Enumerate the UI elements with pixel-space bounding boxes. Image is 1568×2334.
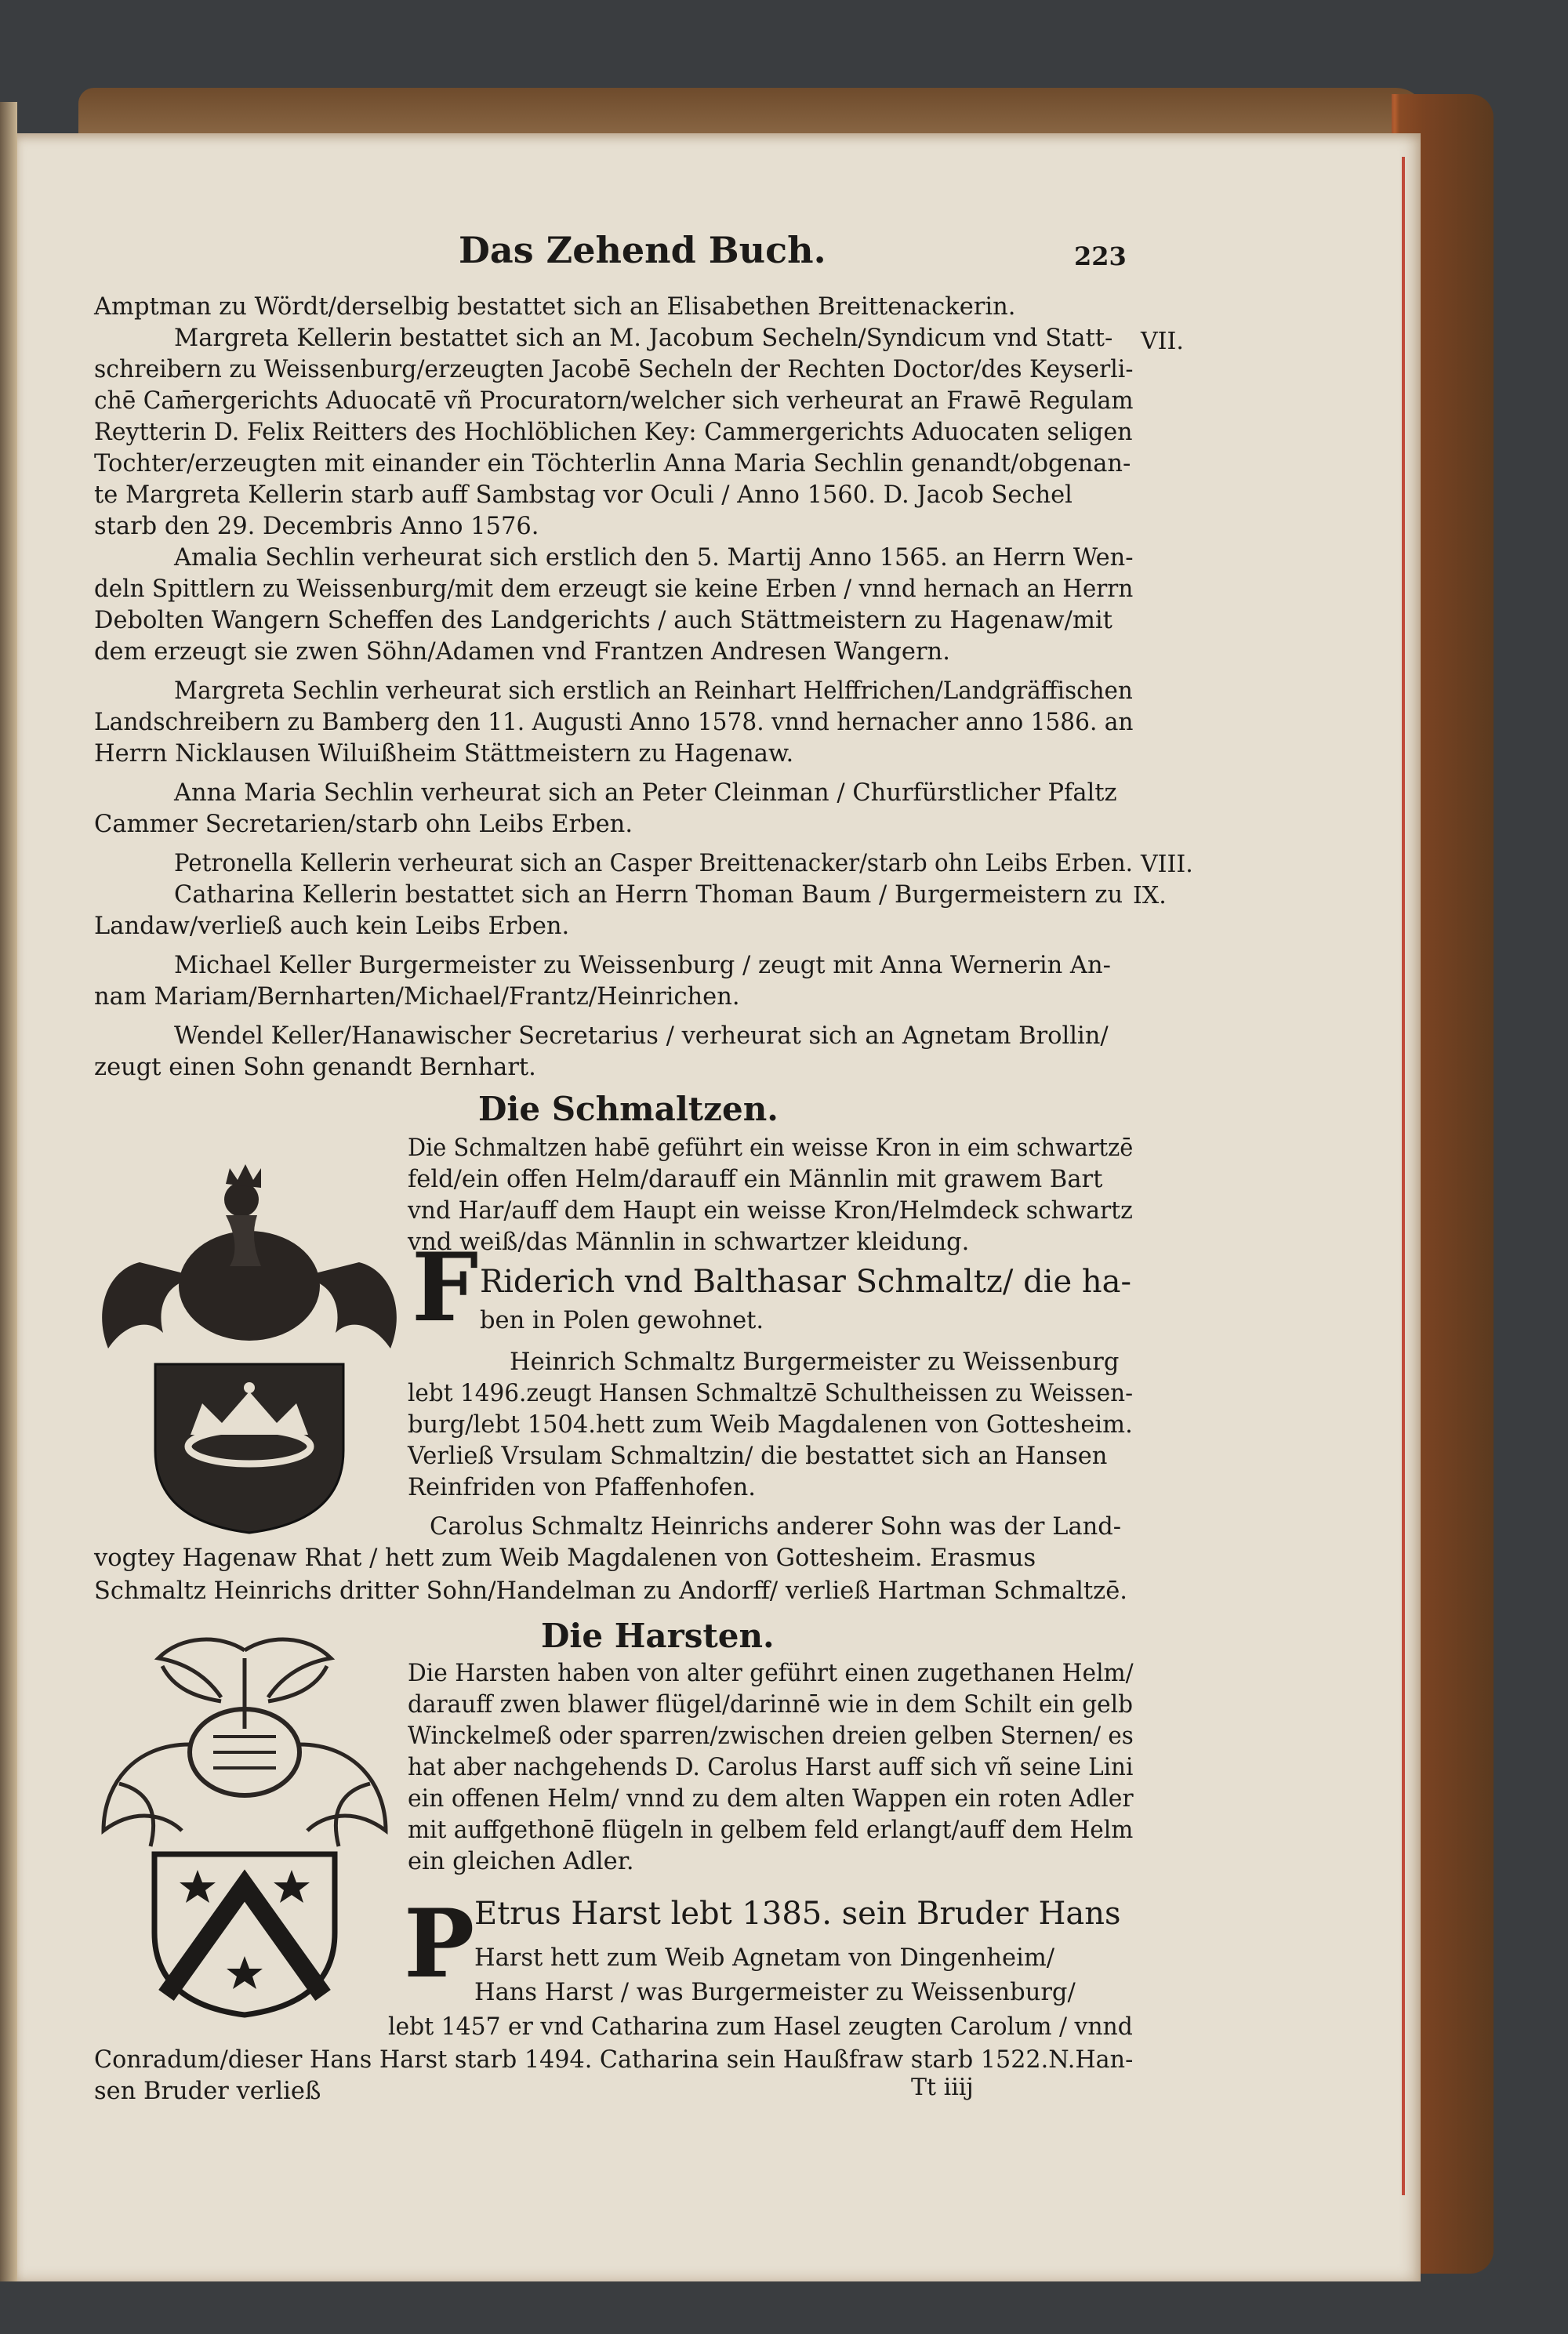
signature-mark: Tt iiij (911, 2074, 974, 2101)
book-binding (0, 102, 17, 2281)
page-number: 223 (1074, 241, 1127, 271)
blazon-line: feld/ein offen Helm/darauff ein Männlin mit grawem Bart (408, 1166, 1103, 1193)
schmaltz-line: burg/lebt 1504.hett zum Weib Magdalenen von Gottesheim. (408, 1411, 1133, 1439)
harst-line: sen Bruder verließ (94, 2078, 321, 2105)
harst-line: Hans Harst / was Burgermeister zu Weissenburg/ (474, 1979, 1076, 2006)
margin-numeral: VIII. (1141, 851, 1193, 878)
body-line: Amalia Sechlin verheurat sich erstlich den 5. Martij Anno 1565. an Herrn Wen- (174, 544, 1134, 572)
blazon-line: Die Schmaltzen habē geführt ein weisse Kron in eim schwartzē (408, 1134, 1134, 1162)
body-line: nam Mariam/Bernharten/Michael/Frantz/Heinrichen. (94, 983, 740, 1011)
blazon-line: Die Harsten haben von alter geführt einen zugethanen Helm/ (408, 1660, 1134, 1687)
body-line: Michael Keller Burgermeister zu Weissenburg / zeugt mit Anna Wernerin An- (174, 952, 1111, 979)
blazon-line: vnd Har/auff dem Haupt ein weisse Kron/Helmdeck schwartz (408, 1197, 1133, 1225)
body-line: Debolten Wangern Scheffen des Landgerichts / auch Stättmeistern zu Hagenaw/mit (94, 607, 1112, 634)
schmaltz-line: Heinrich Schmaltz Burgermeister zu Weissenburg (510, 1348, 1120, 1376)
body-line: chē Cam̄ergerichts Aduocatē vñ Procuratorn/welcher sich verheurat an Frawē Regulam (94, 387, 1134, 415)
schmaltz-line: ben in Polen gewohnet. (480, 1307, 764, 1334)
body-line: Catharina Kellerin bestattet sich an Herrn Thoman Baum / Burgermeistern zu (174, 881, 1123, 909)
body-line: Wendel Keller/Hanawischer Secretarius / verheurat sich an Agnetam Brollin/ (174, 1022, 1109, 1050)
body-line: Margreta Kellerin bestattet sich an M. Jacobum Secheln/Syndicum vnd Statt- (174, 325, 1113, 352)
blazon-line: ein gleichen Adler. (408, 1848, 634, 1875)
body-line: Margreta Sechlin verheurat sich erstlich an Reinhart Helffrichen/Landgräffischen (174, 677, 1133, 705)
harst-line: Etrus Harst lebt 1385. sein Bruder Hans (474, 1896, 1121, 1932)
blazon-line: hat aber nachgehends D. Carolus Harst auff sich vñ seine Lini (408, 1754, 1134, 1781)
section-heading-harsten: Die Harsten. (541, 1617, 775, 1655)
dropcap-p: P (404, 1889, 475, 1999)
body-line: deln Spittlern zu Weissenburg/mit dem erzeugt sie keine Erben / vnnd hernach an Herrn (94, 575, 1134, 603)
dropcap-f: F (412, 1232, 479, 1343)
body-line: zeugt einen Sohn genandt Bernhart. (94, 1054, 536, 1081)
body-line: Cammer Secretarien/starb ohn Leibs Erben. (94, 811, 633, 838)
body-line: te Margreta Kellerin starb auff Sambstag vor Oculi / Anno 1560. D. Jacob Sechel (94, 481, 1073, 509)
body-line: Herrn Nicklausen Wiluißheim Stättmeistern zu Hagenaw. (94, 740, 794, 768)
blazon-line: darauff zwen blawer flügel/darinnē wie in dem Schilt ein gelb (408, 1691, 1133, 1719)
harst-line: Harst hett zum Weib Agnetam von Dingenheim/ (474, 1944, 1055, 1972)
blazon-line: vnd weiß/das Männlin in schwartzer kleidung. (408, 1229, 970, 1256)
blazon-line: Winckelmeß oder sparren/zwischen dreien gelben Sternen/ es (408, 1722, 1134, 1750)
schmaltz-line: Riderich vnd Balthasar Schmaltz/ die ha- (480, 1264, 1131, 1300)
harst-line: Conradum/dieser Hans Harst starb 1494. Catharina sein Haußfraw starb 1522.N.Han- (94, 2046, 1134, 2074)
blazon-line: mit auffgethonē flügeln in gelbem feld erlangt/auff dem Helm (408, 1817, 1134, 1844)
section-heading-schmaltzen: Die Schmaltzen. (478, 1090, 779, 1128)
body-line: Petronella Kellerin verheurat sich an Casper Breittenacker/starb ohn Leibs Erben. (174, 850, 1133, 877)
body-line: starb den 29. Decembris Anno 1576. (94, 513, 539, 540)
red-page-edge (1402, 157, 1405, 2195)
blazon-line: ein offenen Helm/ vnnd zu dem alten Wappen ein roten Adler (408, 1785, 1134, 1813)
schmaltz-line: Carolus Schmaltz Heinrichs anderer Sohn was der Land- (430, 1513, 1122, 1541)
schmaltz-line: lebt 1496.zeugt Hansen Schmaltzē Schultheissen zu Weissen- (408, 1380, 1134, 1407)
margin-numeral: IX. (1133, 882, 1167, 909)
body-line: Landaw/verließ auch kein Leibs Erben. (94, 913, 570, 940)
body-line: Tochter/erzeugten mit einander ein Töchterlin Anna Maria Sechlin genandt/obgenan- (94, 450, 1131, 477)
running-header: Das Zehend Buch. (459, 229, 826, 271)
body-line: Reytterin D. Felix Reitters des Hochlöblichen Key: Cammergerichts Aduocaten seligen (94, 419, 1133, 446)
body-line: dem erzeugt sie zwen Söhn/Adamen vnd Frantzen Andresen Wangern. (94, 638, 950, 666)
margin-numeral: VII. (1141, 328, 1184, 355)
harst-coat-of-arms (88, 1627, 401, 2019)
body-line: Landschreibern zu Bamberg den 11. Augusti Anno 1578. vnnd hernacher anno 1586. an (94, 709, 1134, 736)
body-line: Anna Maria Sechlin verheurat sich an Peter Cleinman / Churfürstlicher Pfaltz (174, 779, 1117, 807)
schmaltz-line: Verließ Vrsulam Schmaltzin/ die bestattet sich an Hansen (408, 1443, 1108, 1470)
schmaltz-line: Schmaltz Heinrichs dritter Sohn/Handelman zu Andorff/ verließ Hartman Schmaltzē. (94, 1577, 1127, 1605)
schmaltz-line: Reinfriden von Pfaffenhofen. (408, 1474, 756, 1501)
schmaltz-line: vogtey Hagenaw Rhat / hett zum Weib Magdalenen von Gottesheim. Erasmus (94, 1545, 1036, 1572)
body-line: Amptman zu Wördt/derselbig bestattet sich an Elisabethen Breittenackerin. (94, 293, 1016, 321)
schmaltz-coat-of-arms (93, 1152, 406, 1537)
body-line: schreibern zu Weissenburg/erzeugten Jacobē Secheln der Rechten Doctor/des Keyserli- (94, 356, 1134, 383)
harst-line: lebt 1457 er vnd Catharina zum Hasel zeugten Carolum / vnnd (388, 2013, 1133, 2041)
